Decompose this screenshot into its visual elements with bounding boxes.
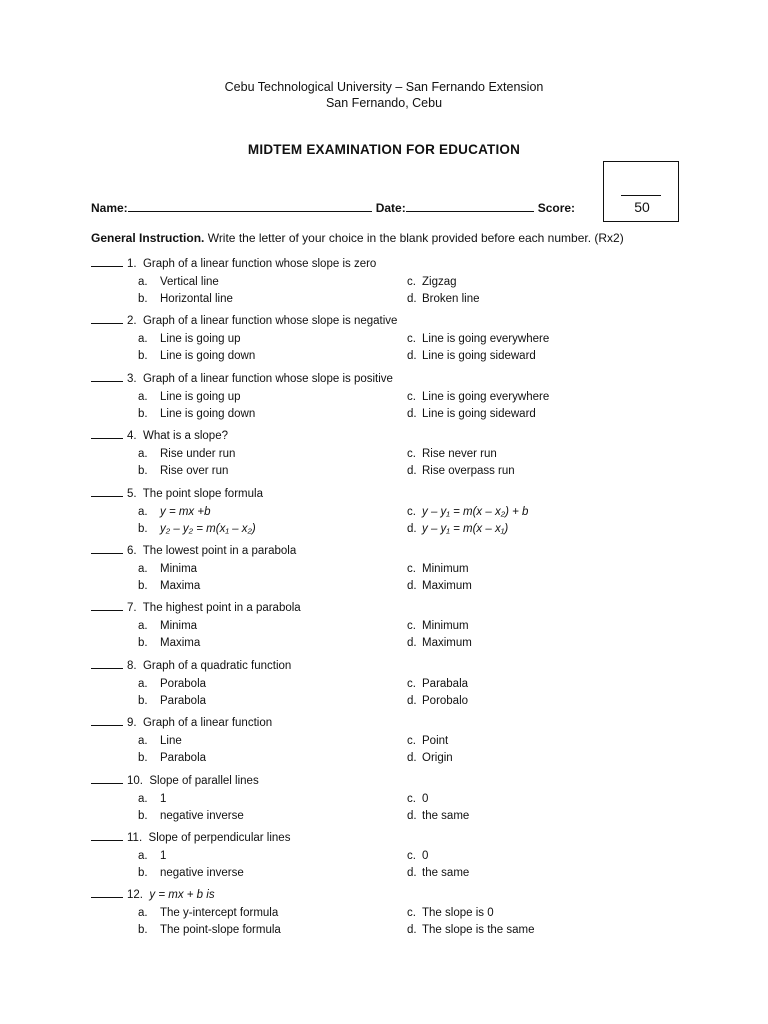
question-2	[91, 314, 691, 369]
choice-d	[407, 580, 472, 597]
question-number: 6.	[127, 545, 137, 557]
choice-text: Rise overpass run	[422, 465, 515, 478]
choice-text: 1	[160, 850, 167, 862]
question-stem	[91, 888, 691, 904]
question-8	[91, 659, 691, 714]
question-stem	[91, 257, 691, 273]
answer-blank[interactable]	[91, 831, 123, 841]
choice-text: The slope is the same	[422, 924, 535, 937]
question-stem	[91, 372, 691, 388]
choice-letter: a.	[138, 390, 148, 403]
choice-c	[407, 333, 549, 350]
choice-text: The y-intercept formula	[160, 907, 279, 920]
instruction-label: General Instruction.	[91, 231, 205, 245]
choices	[91, 448, 691, 484]
choice-letter: d.	[407, 407, 417, 420]
answer-blank[interactable]	[91, 487, 123, 497]
score-box	[603, 161, 679, 222]
question-stem	[91, 429, 691, 445]
choices	[91, 563, 691, 599]
choice-text: The slope is 0	[422, 907, 494, 920]
choice-letter: d.	[407, 924, 417, 937]
choice-text: Line is going sideward	[422, 407, 536, 420]
question-stem	[91, 544, 691, 560]
choice-text: Maxima	[160, 637, 201, 650]
choice-text: the same	[422, 867, 470, 879]
choices	[91, 735, 691, 771]
choice-text: Horizontal line	[160, 293, 233, 305]
choices	[91, 907, 691, 943]
choice-a	[138, 620, 197, 637]
choices	[91, 506, 691, 542]
question-stem	[91, 774, 691, 790]
choice-c	[407, 276, 457, 293]
choice-letter: a.	[138, 677, 148, 690]
score-blank-line	[621, 195, 661, 196]
choice-text: the same	[422, 809, 470, 822]
choice-text: Broken line	[422, 293, 480, 305]
choice-a	[138, 391, 241, 408]
choice-letter: a.	[138, 792, 148, 805]
choice-b	[138, 523, 256, 540]
question-text: Slope of perpendicular lines	[148, 832, 291, 844]
choice-d	[407, 810, 469, 827]
question-stem	[91, 716, 691, 732]
choice-d	[407, 293, 480, 310]
choice-text: 0	[422, 792, 429, 805]
question-number: 4.	[127, 430, 137, 443]
score-total: 50	[634, 199, 650, 215]
choice-b	[138, 350, 255, 367]
question-10	[91, 774, 691, 829]
choice-letter: a.	[138, 735, 148, 748]
choice-text: Parabala	[422, 677, 469, 690]
choice-a	[138, 448, 235, 465]
question-stem	[91, 601, 691, 617]
choice-a	[138, 506, 211, 523]
question-text: Graph of a linear function whose slope is zero	[142, 258, 377, 270]
question-text: Graph of a linear function whose slope is negative	[142, 315, 398, 328]
choice-letter: d.	[407, 752, 417, 765]
instruction-text: Write the letter of your choice in the blank provided before each number. (Rx2)	[207, 231, 624, 245]
choice-d	[407, 752, 453, 769]
choice-letter: b.	[138, 867, 148, 879]
choice-letter: c.	[407, 448, 416, 461]
choices	[91, 391, 691, 427]
choice-text: Minimum	[422, 563, 469, 575]
question-3	[91, 372, 691, 427]
choice-letter: c.	[407, 677, 416, 690]
choice-letter: a.	[138, 333, 148, 346]
choice-letter: d.	[407, 580, 417, 592]
choice-c	[407, 506, 528, 523]
choice-text: Line is going up	[160, 333, 241, 346]
choice-text: y = mx +b	[160, 505, 211, 518]
choice-letter: c.	[407, 792, 416, 805]
choice-letter: a.	[138, 563, 148, 575]
choice-text: Line is going up	[160, 390, 241, 403]
choice-d	[407, 465, 515, 482]
choice-d	[407, 350, 536, 367]
choice-b	[138, 293, 233, 310]
question-stem	[91, 487, 691, 503]
score-label: Score:	[537, 201, 576, 215]
choice-text: negative inverse	[160, 809, 244, 822]
choice-c	[407, 448, 497, 465]
choice-letter: a.	[138, 907, 148, 920]
choice-letter: b.	[138, 809, 148, 822]
question-number: 5.	[127, 487, 137, 500]
question-text: The point slope formula	[142, 487, 263, 500]
choice-letter: a.	[138, 505, 148, 518]
choice-text: Point	[422, 735, 449, 748]
question-text: The highest point in a parabola	[142, 602, 301, 615]
choice-d	[407, 637, 472, 654]
question-4	[91, 429, 691, 484]
choice-letter: d.	[407, 522, 417, 535]
question-text: Graph of a linear function	[142, 717, 273, 730]
choice-d	[407, 695, 468, 712]
answer-blank[interactable]	[91, 774, 123, 784]
question-number: 8.	[127, 659, 137, 672]
choice-c	[407, 907, 494, 924]
choice-letter: b.	[138, 407, 148, 420]
choices	[91, 620, 691, 656]
choice-letter: b.	[138, 924, 148, 937]
choice-letter: c.	[407, 390, 416, 403]
choice-letter: c.	[407, 333, 416, 346]
choice-letter: d.	[407, 637, 417, 650]
question-text: What is a slope?	[142, 430, 228, 443]
choice-text: Line is going everywhere	[422, 333, 550, 346]
choice-text: Origin	[422, 752, 453, 765]
name-label: Name:	[91, 201, 128, 215]
answer-blank[interactable]	[91, 544, 123, 554]
choice-a	[138, 678, 206, 695]
choice-letter: b.	[138, 293, 148, 305]
choice-text: Maximum	[422, 580, 472, 592]
question-number: 9.	[127, 717, 137, 730]
choices	[91, 793, 691, 829]
choice-letter: d.	[407, 694, 417, 707]
question-text: The lowest point in a parabola	[142, 545, 297, 557]
choice-b	[138, 752, 206, 769]
question-12	[91, 888, 691, 943]
choice-c	[407, 735, 448, 752]
question-7	[91, 601, 691, 656]
choice-text: Rise under run	[160, 448, 236, 461]
question-5	[91, 487, 691, 542]
exam-title: MIDTEM EXAMINATION FOR EDUCATION	[247, 142, 521, 157]
answer-blank[interactable]	[91, 601, 123, 611]
choice-letter: b.	[138, 522, 148, 535]
choice-letter: c.	[407, 907, 416, 920]
choice-a	[138, 333, 241, 350]
choice-text: Maximum	[422, 637, 472, 650]
student-info-line	[91, 201, 575, 215]
choice-text: Minimum	[422, 620, 469, 633]
choice-text: Vertical line	[160, 276, 219, 288]
choice-text: Parabola	[160, 752, 207, 765]
choice-text: Line is going down	[160, 350, 256, 363]
choice-d	[407, 523, 508, 540]
question-number: 12.	[127, 889, 143, 902]
choice-letter: c.	[407, 850, 416, 862]
question-number: 10.	[127, 774, 143, 787]
choice-b	[138, 465, 228, 482]
choice-c	[407, 793, 428, 810]
choice-d	[407, 867, 469, 884]
choice-text: Line is going everywhere	[422, 390, 550, 403]
choice-letter: a.	[138, 620, 148, 633]
choice-letter: d.	[407, 350, 417, 363]
choice-text: Line is going sideward	[422, 350, 536, 363]
general-instruction	[91, 231, 624, 245]
question-11	[91, 831, 691, 886]
choice-c	[407, 620, 469, 637]
choice-letter: b.	[138, 350, 148, 363]
date-label: Date:	[375, 201, 406, 215]
choice-a	[138, 735, 182, 752]
question-text: Graph of a quadratic function	[142, 659, 292, 672]
choice-letter: c.	[407, 505, 416, 518]
choice-text: negative inverse	[160, 867, 244, 879]
answer-blank[interactable]	[91, 429, 123, 439]
choice-text: Porobalo	[422, 694, 469, 707]
choice-c	[407, 391, 549, 408]
choice-b	[138, 637, 200, 654]
answer-blank[interactable]	[91, 314, 123, 324]
choice-text: Zigzag	[422, 276, 457, 288]
choice-text: Minima	[160, 563, 198, 575]
choice-b	[138, 408, 255, 425]
choice-text: Parabola	[160, 694, 207, 707]
choice-b	[138, 580, 200, 597]
choice-letter: a.	[138, 276, 148, 288]
question-number: 11.	[127, 832, 143, 844]
question-number: 2.	[127, 315, 137, 328]
choice-letter: d.	[407, 867, 417, 879]
choice-c	[407, 850, 428, 867]
choices	[91, 678, 691, 714]
choice-letter: d.	[407, 293, 417, 305]
answer-blank[interactable]	[91, 372, 123, 382]
answer-blank[interactable]	[91, 888, 123, 898]
choice-c	[407, 563, 469, 580]
university-location: San Fernando, Cebu	[325, 96, 443, 110]
choice-letter: d.	[407, 809, 417, 822]
choice-b	[138, 810, 244, 827]
choice-d	[407, 408, 536, 425]
choice-letter: d.	[407, 465, 417, 478]
choice-text: Maxima	[160, 580, 201, 592]
choice-a	[138, 793, 166, 810]
question-1	[91, 257, 691, 312]
choice-a	[138, 276, 219, 293]
choice-text: y – y₁ = m(x – x₁)	[422, 522, 509, 535]
choice-b	[138, 924, 281, 941]
choice-text: Line is going down	[160, 407, 256, 420]
university-name: Cebu Technological University – San Fernando Extension	[224, 80, 544, 94]
name-blank[interactable]	[128, 201, 372, 212]
question-number: 3.	[127, 372, 137, 385]
question-6	[91, 544, 691, 599]
choice-text: 0	[422, 850, 429, 862]
answer-blank[interactable]	[91, 257, 123, 267]
choice-a	[138, 907, 278, 924]
question-stem	[91, 314, 691, 330]
choice-a	[138, 563, 197, 580]
choice-text: Rise never run	[422, 448, 497, 461]
question-stem	[91, 659, 691, 675]
choice-letter: c.	[407, 563, 416, 575]
choice-letter: c.	[407, 735, 416, 748]
choice-b	[138, 695, 206, 712]
choice-letter: a.	[138, 850, 148, 862]
choice-a	[138, 850, 166, 867]
choice-text: 1	[160, 792, 167, 805]
question-stem	[91, 831, 691, 847]
choices	[91, 850, 691, 886]
question-text: y = mx + b is	[149, 889, 215, 902]
choice-letter: b.	[138, 637, 148, 650]
choice-letter: a.	[138, 448, 148, 461]
choice-text: Rise over run	[160, 465, 229, 478]
choice-letter: c.	[407, 620, 416, 633]
answer-blank[interactable]	[91, 716, 123, 726]
choice-letter: b.	[138, 694, 148, 707]
choices	[91, 333, 691, 369]
question-text: Slope of parallel lines	[149, 774, 259, 787]
choice-text: y – y₁ = m(x – x₂) + b	[422, 505, 529, 518]
choice-letter: b.	[138, 580, 148, 592]
choice-letter: b.	[138, 465, 148, 478]
choice-text: Minima	[160, 620, 198, 633]
question-text: Graph of a linear function whose slope is positive	[142, 372, 393, 385]
choices	[91, 276, 691, 312]
question-9	[91, 716, 691, 771]
choice-letter: c.	[407, 276, 416, 288]
choice-b	[138, 867, 244, 884]
question-number: 1.	[127, 258, 137, 270]
choice-d	[407, 924, 535, 941]
answer-blank[interactable]	[91, 659, 123, 669]
choice-text: Line	[160, 735, 182, 748]
choice-text: Porabola	[160, 677, 207, 690]
choice-letter: b.	[138, 752, 148, 765]
question-number: 7.	[127, 602, 137, 615]
choice-c	[407, 678, 468, 695]
choice-text: The point-slope formula	[160, 924, 281, 937]
choice-text: y₂ – y₂ = m(x₁ – x₂)	[160, 522, 256, 535]
date-blank[interactable]	[406, 201, 534, 212]
